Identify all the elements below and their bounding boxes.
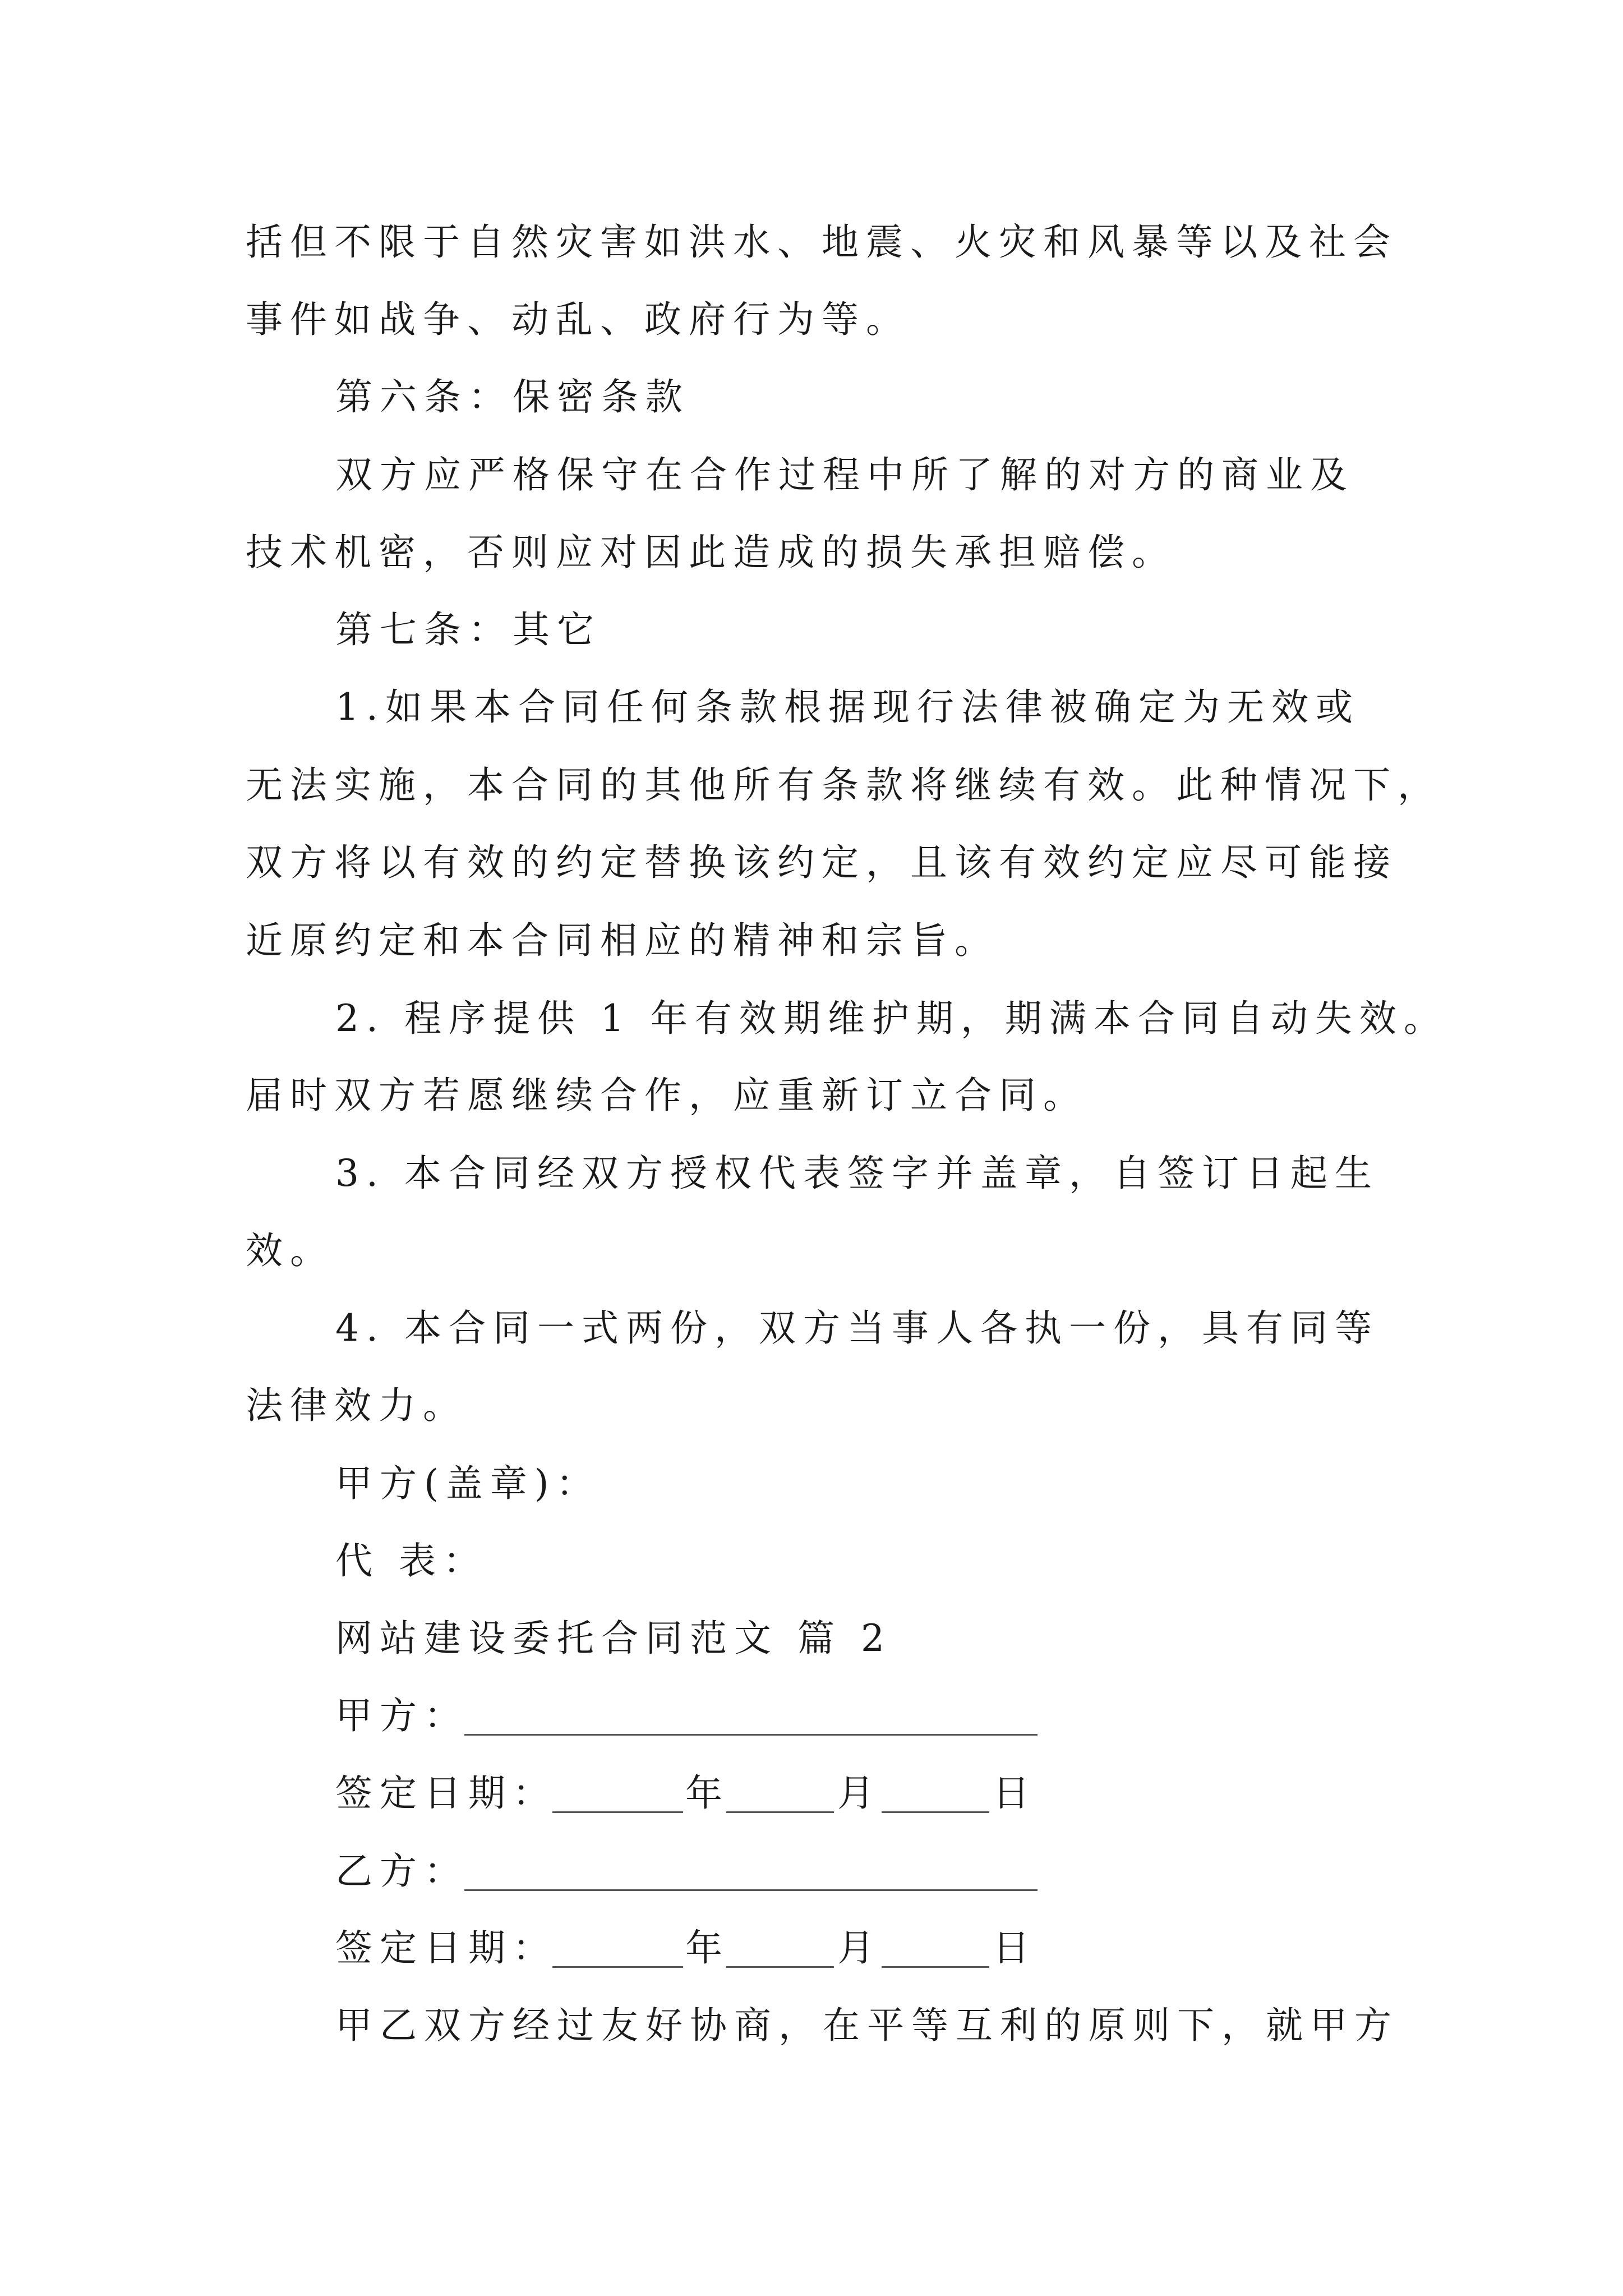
month-unit: 月	[837, 1926, 882, 1970]
day-unit: 日	[993, 1772, 1037, 1815]
year-blank-field	[552, 1811, 683, 1813]
paragraph-line	[0, 674, 1623, 741]
signature-representative	[0, 1527, 1623, 1595]
text-line: 2. 程序提供 1 年有效期维护期，期满本合同自动失效。	[335, 997, 1448, 1040]
text-line: 4. 本合同一式两份，双方当事人各执一份，具有同等	[335, 1306, 1379, 1350]
text-line: 双方将以有效的约定替换该约定，且该有效约定应尽可能接	[246, 841, 1398, 884]
signature-label: 甲方(盖章)：	[335, 1462, 601, 1505]
party-a-blank-field	[464, 1734, 1038, 1736]
paragraph-line	[0, 907, 1623, 974]
section-heading-other	[0, 596, 1623, 664]
paragraph-line	[0, 985, 1623, 1052]
year-unit: 年	[685, 1926, 730, 1970]
text-line: 括但不限于自然灾害如洪水、地震、火灾和风暴等以及社会	[246, 220, 1398, 264]
text-line: 1.如果本合同任何条款根据现行法律被确定为无效或	[335, 685, 1360, 729]
day-unit: 日	[993, 1926, 1037, 1970]
document-title: 网站建设委托合同范文 篇 2	[335, 1617, 892, 1660]
text-line: 近原约定和本合同相应的精神和宗旨。	[246, 919, 999, 962]
year-blank-field	[552, 1966, 683, 1968]
text-line: 技术机密，否则应对因此造成的损失承担赔偿。	[246, 531, 1176, 574]
paragraph-line	[0, 1295, 1623, 1362]
section-heading: 第七条：其它	[335, 608, 601, 651]
text-line: 届时双方若愿继续合作，应重新订立合同。	[246, 1074, 1087, 1117]
document-title-line	[0, 1605, 1623, 1672]
section-heading-confidentiality	[0, 364, 1623, 431]
party-a-label: 甲方：	[335, 1694, 468, 1737]
form-row-sign-date-1	[0, 1760, 1623, 1827]
signature-party-a	[0, 1450, 1623, 1517]
sign-date-label: 签定日期：	[335, 1772, 557, 1815]
text-line: 3. 本合同经双方授权代表签字并盖章，自签订日起生	[335, 1152, 1379, 1195]
paragraph-line	[0, 829, 1623, 896]
text-line: 双方应严格保守在合作过程中所了解的对方的商业及	[335, 453, 1354, 496]
section-heading: 第六条：保密条款	[335, 375, 690, 418]
paragraph-line	[0, 1217, 1623, 1285]
form-row-sign-date-2	[0, 1915, 1623, 1982]
paragraph-line	[0, 286, 1623, 353]
text-line: 事件如战争、动乱、政府行为等。	[246, 298, 910, 341]
sign-date-label: 签定日期：	[335, 1926, 557, 1970]
text-line: 法律效力。	[246, 1384, 467, 1427]
paragraph-line	[0, 752, 1623, 819]
form-row-party-b	[0, 1838, 1623, 1905]
month-blank-field	[726, 1966, 834, 1968]
day-blank-field	[882, 1966, 989, 1968]
paragraph-line	[0, 1372, 1623, 1439]
party-b-blank-field	[464, 1889, 1038, 1891]
month-blank-field	[726, 1811, 834, 1813]
paragraph-line	[0, 1140, 1623, 1207]
paragraph-line	[0, 441, 1623, 509]
signature-label: 代 表：	[335, 1539, 487, 1582]
text-line: 甲乙双方经过友好协商，在平等互利的原则下，就甲方	[335, 2004, 1399, 2047]
year-unit: 年	[685, 1772, 730, 1815]
paragraph-line	[0, 1062, 1623, 1129]
day-blank-field	[882, 1811, 989, 1813]
month-unit: 月	[837, 1772, 882, 1815]
paragraph-line	[0, 519, 1623, 586]
party-b-label: 乙方：	[335, 1849, 468, 1893]
text-line: 效。	[246, 1229, 334, 1272]
paragraph-line	[0, 209, 1623, 276]
form-row-party-a	[0, 1682, 1623, 1750]
paragraph-line	[0, 1992, 1623, 2059]
text-line: 无法实施，本合同的其他所有条款将继续有效。此种情况下，	[246, 763, 1442, 807]
